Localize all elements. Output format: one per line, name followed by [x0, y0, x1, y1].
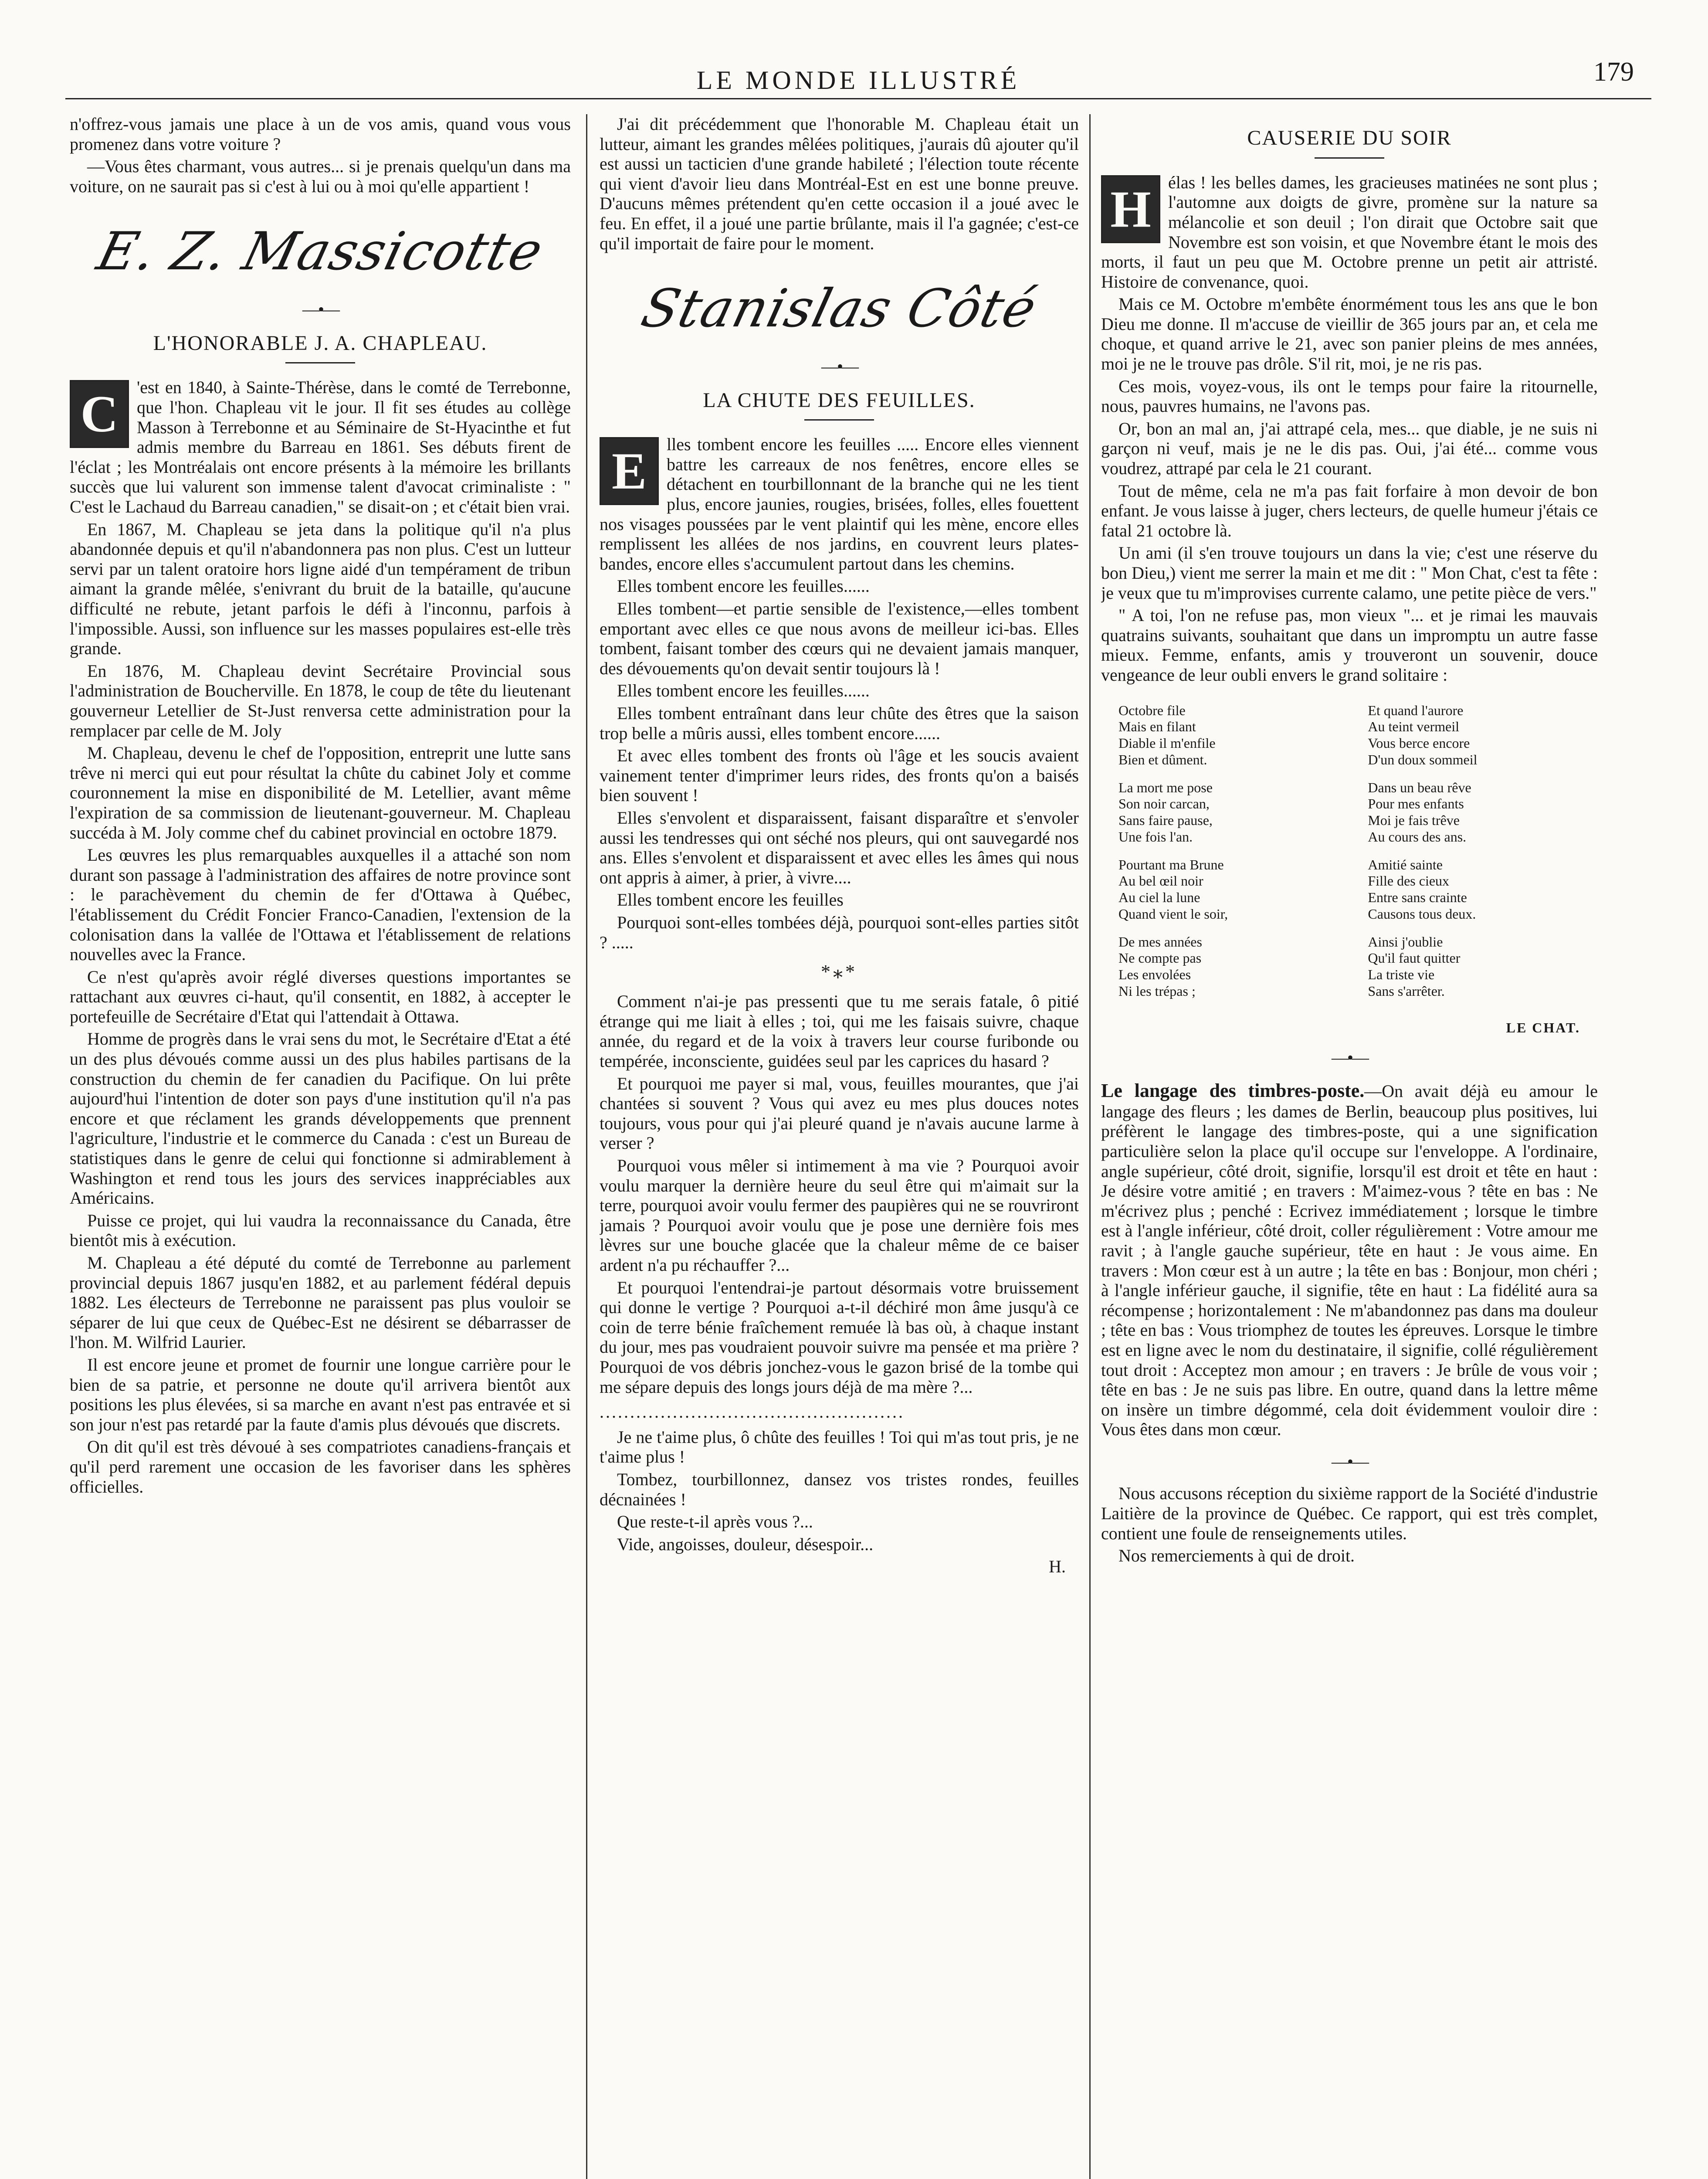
feuilles-paragraph: Elles tombent encore les feuilles...... — [617, 681, 870, 701]
causerie-dropcap: H — [1101, 175, 1160, 243]
column-2 — [600, 114, 1079, 2179]
stanza: De mes années Ne compte pas Les envolées Ni les trépas ; — [1118, 933, 1202, 999]
asterism: *⁎* — [821, 961, 857, 983]
feuilles-heading: LA CHUTE DES FEUILLES. — [703, 388, 976, 412]
massicotte-signature: E. Z. Massicotte — [91, 221, 549, 282]
chapleau-paragraph: En 1867, M. Chapleau se jeta dans la politique qu'il n'a plus abandonnée depuis et qu'il n'abandonnera pas non plus. C'est un lutteur servi par un talent oratoire hors ligne aidé d'un tempérament de tribun aimant la grande mêlée, s'enivrant du bruit de la bataille, qu'aucune difficulté ne rebute, jetant parfois le défi à l'inconnu, parfois à l'impossible. Aussi, son influence sur les masses populaires est-elle très grande. — [70, 519, 571, 658]
col1-intro-p2: —Vous êtes charmant, vous autres... si je prenais quelqu'un dans ma voiture, on ne saurait pas si c'est à lui ou à moi qu'elle appartient ! — [70, 156, 571, 196]
masthead-rule — [65, 98, 1651, 99]
chapleau-paragraph: Ce n'est qu'après avoir réglé diverses questions importantes se rattachant aux œuvres ci-haut, qu'il consentit, en 1882, à accepter le portefeuille de Secrétaire d'Etat qui l'attendait à Ottawa. — [70, 967, 571, 1026]
chapleau-paragraph: Il est encore jeune et promet de fournir une longue carrière pour le bien de sa patrie, et personne ne doute qu'il arrivera bientôt aux positions les plus élevées, si sa marche en avant n'est pas entravée et si son jour n'est pas retardé par la faute d'amis plus dévoués que discrets. — [70, 1354, 571, 1434]
column-divider-1 — [586, 114, 587, 2179]
feuilles-sign: H. — [1049, 1557, 1066, 1577]
causerie-paragraph: Or, bon an mal an, j'ai attrapé cela, mes... que diable, je ne suis ni garçon ni veuf, mais je ne le dis pas. Oui, j'ai été... comme vous voudrez, attrapé par cela le 21 courant. — [1101, 418, 1598, 479]
causerie-paragraph: Ces mois, voyez-vous, ils ont le temps pour faire la ritournelle, nous, pauvres humains, ne l'avons pas. — [1101, 376, 1598, 416]
masthead — [65, 51, 1651, 99]
timbres-text: —On avait déjà eu amour le langage des fleurs ; les dames de Berlin, beaucoup plus positives, lui préfèrent le langage des timbres-poste, qui a une signification particulière selon la place qu'il occupe sur l'enveloppe. A l'ordinaire, angle supérieur, côté droit, signifie, lorsqu'il est droit et tête en haut : Je désire votre amitié ; en travers : M'aimez-vous ? tête en bas : Ne m'écrivez plus ; penché : Ecrivez immédiatement ; lorsque le timbre est à l'angle inférieur, côté droit, coller régulièrement : Votre amour me ravit ; à l'angle gauche supérieur, tête en haut : Je vous aime. En travers : Mon cœur est à un autre ; la tête en bas : Bonjour, mon chéri ; à l'angle inférieur gauche, il signifie, tête en haut : La fidélité aura sa récompense ; horizontalement : Ne m'abandonnez pas dans ma douleur ; tête en bas : Vous triomphez de toutes les épreuves. Lorsque le timbre est en ligne avec le nom du destinataire, il signifie, collé régulièrement tout droit : Acceptez mon amour ; en travers : Je brûle de vous voir ; tête en bas : Je ne suis pas libre. En outre, quand dans la lettre même on insère un timbre dégommé, cela doit évidemment vouloir dire : Vous êtes dans mon cœur. — [1101, 1081, 1598, 1439]
poem-signature: LE CHAT. — [1506, 1019, 1580, 1035]
feuilles-paragraph: Elles tombent encore les feuilles...... — [617, 576, 870, 596]
chapleau-paragraph: En 1876, M. Chapleau devint Secrétaire Provincial sous l'administration de Boucherville. En 1878, le coup de tête du lieutenant gouverneur Letellier de St-Just renversa cette administration pour la remplacer par celle de M. Joly — [70, 661, 571, 740]
timbres-article — [1101, 1080, 1598, 1439]
col3-ornament-2: —•— — [1331, 1451, 1367, 1471]
causerie-paragraph: Mais ce M. Octobre m'embête énormément tous les ans que le bon Dieu me donne. Il m'accuse de vieillir de 365 jours par an, et cela me choque, et quand arrive le 21, avec son panier pleins de mes années, moi je ne le trouve pas drôle. S'il rit, moi, je ne ris pas. — [1101, 294, 1598, 374]
causerie-paragraph: Un ami (il s'en trouve toujours un dans la vie; c'est une réserve du bon Dieu,) vient me serrer la main et me dit : " Mon Chat, c'est ta fête : je veux que tu m'improvises currente calamo, une petite pièce de vers." — [1101, 543, 1598, 603]
dotted-separator: .................................................. — [600, 1402, 905, 1422]
feuilles-heading-rule — [804, 419, 874, 421]
feuilles-paragraph: E lles tombent encore les feuilles ..... Encore elles viennent battre les carreaux de nos fenêtres, encore elles se détachent en tourbillonnant de la branche qui ne les tient plus, encore jaunies, rougies, brisées, folles, elles fouettent nos visages poussées par le vent plaintif qui les mène, encore elles remplissent les allées de nos jardins, en couvrent leurs plates-bandes, encore elles s'accumulent partout dans les chemins. — [600, 434, 1079, 574]
stanza: Octobre file Mais en filant Diable il m'enfile Bien et dûment. — [1118, 702, 1216, 767]
chapleau-heading-rule — [285, 362, 355, 363]
feuilles-paragraph: Elles tombent entraînant dans leur chûte des êtres que la saison trop belle a mûris aussi, elles tombent encore...... — [600, 703, 1079, 743]
closing-paragraph: Nous accusons réception du sixième rapport de la Société d'industrie Laitière de la province de Québec. Ce rapport, qui est très complet, contient une foule de renseignements utiles. — [1101, 1483, 1598, 1543]
feuilles-paragraph: Je ne t'aime plus, ô chûte des feuilles ! Toi qui m'as tout pris, je ne t'aime plus ! — [600, 1427, 1079, 1467]
stanza: La mort me pose Son noir carcan, Sans faire pause, Une fois l'an. — [1118, 779, 1213, 845]
chapleau-dropcap: C — [70, 380, 129, 448]
causerie-paragraph: H élas ! les belles dames, les gracieuses matinées ne sont plus ; l'automne aux doigts de givre, promène sur la nature sa mélancolie et son deuil ; l'on dirait que Octobre sait que Novembre est son voisin, et que Novembre étant le mois des morts, il faut un peu que M. Octobre prenne un petit air attristé. Histoire de convenance, quoi. — [1101, 172, 1598, 292]
stanza: Dans un beau rêve Pour mes enfants Moi je fais trêve Au cours des ans. — [1368, 779, 1471, 845]
feuilles-paragraph: Pourquoi vous mêler si intimement à ma vie ? Pourquoi avoir voulu marquer la dernière heure du seul être qui m'aimait sur la terre, pourquoi avoir voulu fermer des paupières qui ne se rouvriront jamais ? Pourquoi avoir voulu que je pose une dernière fois mes lèvres sur une bouche glacée que la chaleur même de ce baiser ardent n'a pu réchauffer ?... — [600, 1156, 1079, 1275]
chapleau-heading: L'HONORABLE J. A. CHAPLEAU. — [153, 331, 488, 355]
feuilles-paragraph: Vide, angoisses, douleur, désespoir... — [617, 1534, 874, 1554]
timbres-title: Le langage des timbres-poste. — [1101, 1079, 1365, 1101]
newspaper-title: LE MONDE ILLUSTRÉ — [696, 66, 1020, 95]
feuilles-paragraph: Et avec elles tombent des fronts où l'âge et les soucis avaient vainement tenter d'imprimer leurs rides, des fronts qu'on a baisés bien souvent ! — [600, 746, 1079, 805]
causerie-heading-rule — [1315, 157, 1384, 159]
chapleau-paragraph: C 'est en 1840, à Sainte-Thérèse, dans le comté de Terrebonne, que l'hon. Chapleau vit le jour. Il fit ses études au collège Masson à Terrebonne et au Séminaire de St-Hyacinthe et fut admis membre du Barreau en 1861. Ses débuts firent de l'éclat ; les Montréalais ont encore présents à la mémoire les brillants succès que lui valurent son immense talent d'avocat criminaliste : " C'est le Lachaud du Barreau canadien," se disait-on ; et c'était bien vrai. — [70, 377, 571, 517]
column-3 — [1101, 114, 1598, 2179]
col1-intro-p1: n'offrez-vous jamais une place à un de vos amis, quand vous vous promenez dans votre voiture ? — [70, 114, 571, 154]
feuilles-dropcap: E — [600, 437, 659, 505]
col2-intro-p: J'ai dit précédemment que l'honorable M. Chapleau était un lutteur, aimant les grandes mêlées politiques, j'aurais dû ajouter qu'il est aussi un tacticien d'une grande habileté ; l'élection toute récente qui vient d'avoir lieu dans Montréal-Est en est une bonne preuve. D'aucuns mêmes prétendent qu'en cette occasion il a joué avec le feu. En effet, il a joué une partie brûlante, mais il l'a gagnée; c'est-ce qu'il importait de faire pour le moment. — [600, 114, 1079, 253]
stanza: Amitié sainte Fille des cieux Entre sans crainte Causons tous deux. — [1368, 856, 1476, 922]
column-1 — [70, 114, 571, 2179]
stanza: Ainsi j'oublie Qu'il faut quitter La triste vie Sans s'arrêter. — [1368, 933, 1461, 999]
causerie-heading: CAUSERIE DU SOIR — [1247, 126, 1452, 149]
col3-ornament: —•— — [1331, 1048, 1367, 1068]
chapleau-paragraph: Puisse ce projet, qui lui vaudra la reconnaissance du Canada, être bientôt mis à exécution. — [70, 1210, 571, 1250]
closing-paragraph: Nos remerciements à qui de droit. — [1118, 1546, 1355, 1566]
chapleau-paragraph: M. Chapleau a été député du comté de Terrebonne au parlement provincial depuis 1867 jusqu'en 1882, et au parlement fédéral depuis 1882. Les électeurs de Terrebonne ne paraissent pas plus vouloir se séparer de lui que ceux de Québec-Est ne désirent se débarrasser de l'hon. M. Wilfrid Laurier. — [70, 1253, 571, 1352]
col2-ornament: —•— — [821, 356, 857, 376]
poem — [1118, 703, 1580, 1011]
stanza: Pourtant ma Brune Au bel œil noir Au ciel la lune Quand vient le soir, — [1118, 856, 1228, 922]
feuilles-paragraph: Tombez, tourbillonnez, dansez vos tristes rondes, feuilles décnainées ! — [600, 1469, 1079, 1509]
feuilles-paragraph: Elles tombent encore les feuilles — [617, 890, 844, 910]
feuilles-paragraph: Pourquoi sont-elles tombées déjà, pourquoi sont-elles parties sitôt ? ..... — [600, 912, 1079, 952]
causerie-paragraph: " A toi, l'on ne refuse pas, mon vieux "... et je rimai les mauvais quatrains suivants, souhaitant que dans un impromptu un autre fasse mieux. Femme, enfants, amis y trouveront un souvenir, douce vengeance de leur oubli envers le grand solitaire : — [1101, 605, 1598, 685]
feuilles-paragraph: Elles s'envolent et disparaissent, faisant disparaître et s'envoler aussi les tendresses qui ont séché nos pleurs, qui ont sauvegardé nos ans. Elles s'envolent et disparaissent et avec elles les âmes qui nous ont appris à aimer, à prier, à vivre.... — [600, 808, 1079, 887]
cote-signature: Stanislas Côté — [635, 278, 1043, 339]
chapleau-paragraph: On dit qu'il est très dévoué à ses compatriotes canadiens-français et qu'il perd rarement une occasion de les favoriser dans les sphères officielles. — [70, 1437, 571, 1497]
chapleau-paragraph: M. Chapleau, devenu le chef de l'opposition, entreprit une lutte sans trêve ni merci qui eut pour résultat la chûte du cabinet Joly et comme couronnement la mise en disponibilité de M. Letellier, avant même l'expiration de sa commission de lieutenant-gouverneur. M. Chapleau succéda à M. Joly comme chef du cabinet provincial en octobre 1879. — [70, 743, 571, 842]
poem-left-column — [1118, 703, 1331, 1011]
column-divider-2 — [1089, 114, 1091, 2179]
causerie-paragraph: Tout de même, cela ne m'a pas fait forfaire à mon devoir de bon enfant. Je vous laisse à juger, chers lecteurs, de quelle humeur j'étais ce fatal 21 octobre là. — [1101, 481, 1598, 540]
feuilles-paragraph: Elles tombent—et partie sensible de l'existence,—elles tombent emportant avec elles ce que nous avons de meilleur ici-bas. Elles tombent, faisant tomber des cœurs qui ne devaient jamais manquer, des dévouements qu'on devait sentir toujours là ! — [600, 599, 1079, 678]
page-number: 179 — [1593, 57, 1634, 87]
chapleau-paragraph: Homme de progrès dans le vrai sens du mot, le Secrétaire d'Etat a été un des plus dévoués comme aussi un des plus habiles partisans de la construction du chemin de fer canadien du Pacifique. On lui prête aujourd'hui l'intention de doter son pays d'une institution qu'il n'a pas encore et que réclament les grands développements que prennent l'agriculture, l'industrie et le commerce du Canada : c'est un Bureau de statistiques dans le genre de celui qui fonctionne si admirablement à Washington et rend tous les jours des services inappréciables aux Américains. — [70, 1029, 571, 1208]
feuilles-paragraph: Et pourquoi l'entendrai-je partout désormais votre bruissement qui donne le vertige ? Pourquoi a-t-il déchiré mon âme jusqu'à ce coin de terre bénie fraîchement remuée là bas où, à chaque instant du jour, mes pas voudraient pouvoir suivre ma pensée et ma prière ? Pourquoi de vos débris jonchez-vous le gazon brisé de la tombe qui me sépare depuis des longs jours déjà de ma mère ?... — [600, 1277, 1079, 1397]
chapleau-paragraph: Les œuvres les plus remarquables auxquelles il a attaché son nom durant son passage à l'administration des affaires de notre province sont : le parachèvement du chemin de fer d'Ottawa à Québec, l'établissement du Crédit Foncier Franco-Canadien, l'extension de la colonisation dans la vallée de l'Ottawa et l'établissement de relations nouvelles avec la France. — [70, 845, 571, 964]
feuilles-paragraph: Comment n'ai-je pas pressenti que tu me serais fatale, ô pitié étrange qui me liait à elles ; toi, qui me les faisais suivre, chaque année, du regard et de la voix à travers leur course furibonde ou tempérée, inconsciente, guidées seul par les caprices du hasard ? — [600, 991, 1079, 1071]
stanza: Et quand l'aurore Au teint vermeil Vous berce encore D'un doux sommeil — [1368, 702, 1478, 767]
poem-right-column — [1368, 703, 1580, 1011]
feuilles-paragraph: Que reste-t-il après vous ?... — [617, 1512, 813, 1532]
col1-ornament: —•— — [302, 299, 338, 319]
feuilles-paragraph: Et pourquoi me payer si mal, vous, feuilles mourantes, que j'ai chantées si souvent ? Vous qui avez eu mes plus douces notes toujours, vous pour qui j'ai pleuré quand je n'avais aucune larme à verser ? — [600, 1073, 1079, 1153]
